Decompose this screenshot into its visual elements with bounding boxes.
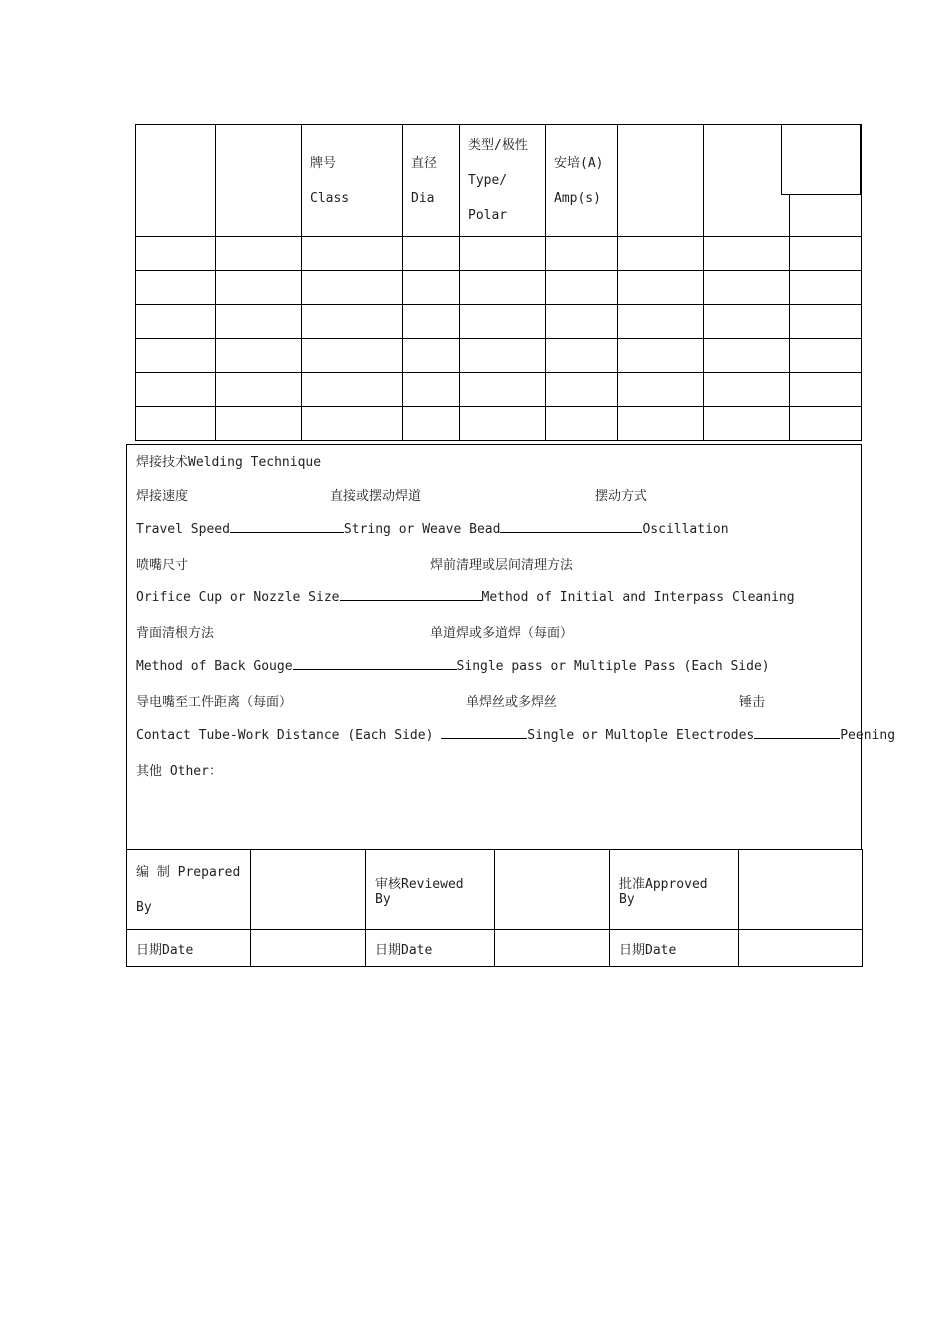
travel-speed-row — [136, 520, 729, 537]
table-cell[interactable] — [460, 339, 546, 373]
contact-label-cn: 导电嘴至工件距离（每面） — [136, 695, 293, 710]
header-text: 类型/极性 — [468, 138, 528, 153]
table-cell[interactable] — [460, 237, 546, 271]
table-cell[interactable] — [302, 373, 403, 407]
reviewed-date-field[interactable] — [495, 930, 610, 967]
table-cell[interactable] — [790, 373, 862, 407]
prepared-by-label: 编 制 Prepared By — [127, 850, 251, 930]
table-cell[interactable] — [403, 271, 460, 305]
table-cell[interactable] — [704, 339, 790, 373]
nozzle-label-cn: 喷嘴尺寸 — [136, 558, 189, 573]
table-cell[interactable] — [460, 407, 546, 441]
table-cell[interactable] — [302, 237, 403, 271]
contact-field[interactable] — [441, 726, 527, 739]
back-gouge-label-cn: 背面清根方法 — [136, 626, 215, 641]
table-cell[interactable] — [403, 237, 460, 271]
approved-by-label: 批准Approved By — [610, 850, 739, 930]
table-cell[interactable] — [704, 407, 790, 441]
reviewed-by-label: 审核Reviewed By — [366, 850, 495, 930]
contact-row — [136, 726, 895, 743]
prepared-date-label: 日期Date — [127, 930, 251, 967]
table-cell[interactable] — [618, 305, 704, 339]
table-cell[interactable] — [460, 373, 546, 407]
header-corner-box — [781, 124, 861, 195]
reviewed-date-label: 日期Date — [366, 930, 495, 967]
header-text: 安培(A) — [554, 155, 604, 171]
table-cell[interactable] — [618, 407, 704, 441]
nozzle-label-en: Orifice Cup or Nozzle Size — [136, 590, 340, 605]
table-cell[interactable] — [216, 271, 302, 305]
table-cell[interactable] — [136, 407, 216, 441]
table-cell[interactable] — [704, 271, 790, 305]
table-cell[interactable] — [704, 373, 790, 407]
back-gouge-label-en: Method of Back Gouge — [136, 659, 293, 674]
electrodes-label-en: Single or Multople Electrodes — [527, 728, 755, 743]
header-cell — [302, 125, 403, 237]
table-cell[interactable] — [302, 305, 403, 339]
table-cell[interactable] — [704, 305, 790, 339]
table-cell[interactable] — [403, 373, 460, 407]
table-cell[interactable] — [216, 339, 302, 373]
header-text: Class — [310, 190, 350, 206]
table-cell[interactable] — [216, 373, 302, 407]
table-cell[interactable] — [136, 305, 216, 339]
table-cell[interactable] — [618, 271, 704, 305]
table-cell[interactable] — [618, 237, 704, 271]
table-cell[interactable] — [790, 339, 862, 373]
header-cell — [618, 125, 704, 237]
table-cell[interactable] — [546, 237, 618, 271]
oscillation-label-cn: 摆动方式 — [595, 489, 648, 504]
table-cell[interactable] — [460, 305, 546, 339]
table-row — [136, 237, 862, 271]
back-gouge-row — [136, 657, 770, 674]
table-cell[interactable] — [790, 271, 862, 305]
table-cell[interactable] — [704, 237, 790, 271]
table-cell[interactable] — [790, 305, 862, 339]
header-cell — [136, 125, 216, 237]
string-weave-label-cn: 直接或摆动焊道 — [330, 489, 422, 504]
table-cell[interactable] — [403, 407, 460, 441]
cleaning-label-cn: 焊前清理或层间清理方法 — [430, 558, 574, 573]
peening-label-cn: 锤击 — [739, 695, 766, 710]
header-text: Type/ — [468, 173, 508, 188]
table-row — [136, 407, 862, 441]
table-cell[interactable] — [546, 373, 618, 407]
table-cell[interactable] — [546, 339, 618, 373]
header-text: Amp(s) — [554, 190, 601, 206]
table-row — [136, 305, 862, 339]
table-cell[interactable] — [136, 373, 216, 407]
table-cell[interactable] — [302, 407, 403, 441]
table-cell[interactable] — [302, 339, 403, 373]
welding-technique-section — [126, 444, 896, 850]
nozzle-field[interactable] — [340, 588, 482, 601]
table-cell[interactable] — [546, 305, 618, 339]
table-cell[interactable] — [403, 339, 460, 373]
peening-label-en: Peening — [840, 728, 896, 743]
table-cell[interactable] — [136, 339, 216, 373]
table-cell[interactable] — [546, 407, 618, 441]
table-cell[interactable] — [136, 237, 216, 271]
table-cell[interactable] — [302, 271, 403, 305]
table-row — [136, 339, 862, 373]
string-weave-label-en: String or Weave Bead — [343, 522, 501, 537]
oscillation-label-en: Oscillation — [642, 522, 729, 537]
reviewed-by-field[interactable] — [495, 850, 610, 930]
header-cell — [546, 125, 618, 237]
contact-label-en: Contact Tube-Work Distance (Each Side) — [136, 728, 442, 743]
table-cell[interactable] — [216, 237, 302, 271]
prepared-date-field[interactable] — [251, 930, 366, 967]
approved-date-label: 日期Date — [610, 930, 739, 967]
travel-speed-label-cn: 焊接速度 — [136, 489, 189, 504]
header-text: Polar — [468, 208, 508, 223]
table-cell[interactable] — [216, 407, 302, 441]
approved-date-field[interactable] — [739, 930, 863, 967]
signoff-table — [126, 849, 863, 967]
approved-by-field[interactable] — [739, 850, 863, 930]
table-cell[interactable] — [216, 305, 302, 339]
consumables-table — [135, 124, 862, 441]
pass-label-cn: 单道焊或多道焊（每面） — [430, 626, 574, 641]
table-cell[interactable] — [403, 305, 460, 339]
table-row — [136, 373, 862, 407]
table-cell[interactable] — [460, 271, 546, 305]
header-text: 直径 — [411, 155, 438, 171]
header-cell — [460, 125, 546, 237]
header-cell — [403, 125, 460, 237]
header-cell — [216, 125, 302, 237]
cleaning-label-en: Method of Initial and Interpass Cleaning — [481, 590, 795, 605]
prepared-by-field[interactable] — [251, 850, 366, 930]
table-cell[interactable] — [618, 339, 704, 373]
travel-speed-label-en: Travel Speed — [136, 522, 230, 537]
pass-label-en: Single pass or Multiple Pass (Each Side) — [456, 659, 770, 674]
header-text: Dia — [411, 190, 435, 206]
header-text: 牌号 — [310, 155, 337, 171]
other-label: 其他 Other： — [136, 764, 222, 779]
electrodes-field[interactable] — [754, 726, 840, 739]
back-gouge-field[interactable] — [293, 657, 457, 670]
electrodes-label-cn: 单焊丝或多焊丝 — [466, 695, 558, 710]
table-cell[interactable] — [618, 373, 704, 407]
table-cell[interactable] — [790, 407, 862, 441]
string-weave-field[interactable] — [500, 520, 642, 533]
table-cell[interactable] — [790, 237, 862, 271]
header-cell — [704, 125, 790, 237]
table-cell[interactable] — [136, 271, 216, 305]
table-cell[interactable] — [546, 271, 618, 305]
travel-speed-field[interactable] — [230, 520, 344, 533]
technique-title: 焊接技术Welding Technique — [136, 455, 322, 470]
nozzle-row — [136, 588, 795, 605]
table-row — [136, 271, 862, 305]
